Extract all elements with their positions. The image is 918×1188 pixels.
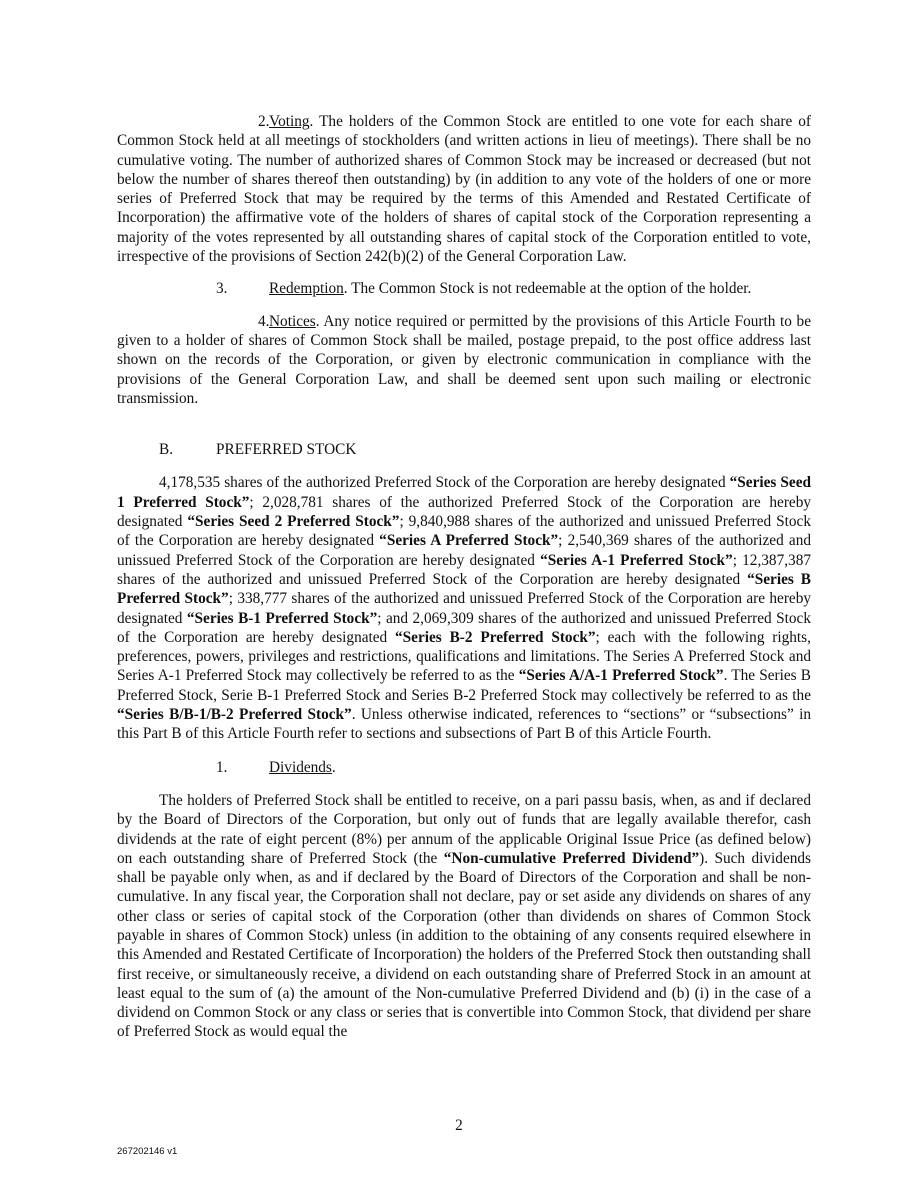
dividends-text-1: The holders of Preferred Stock shall be entitled to receive, on a pari passu basis, when, as and if declared by the Board of Directors of the Corporation, but only out of funds that are legally available therefor, cash dividends at the rate of eight percent (8%) per annum of the applicable Original Issue Price (as defined below) on each outstanding share of Preferred Stock (the	[117, 791, 811, 867]
page-number: 2	[455, 1117, 463, 1134]
dividends-title: Dividends	[269, 758, 332, 776]
series-b-2-term: “Series B-2 Preferred Stock”	[395, 628, 596, 646]
section-2-paragraph	[117, 112, 811, 266]
section-3-paragraph	[117, 279, 811, 298]
section-2-number: 2.	[258, 113, 270, 130]
designation-text-9: . The Series B Preferred Stock, Serie B-1 Preferred Stock and Series B-2 Preferred Stock may collectively be referred to as the	[117, 667, 811, 704]
document-page	[117, 112, 811, 1042]
document-id: 267202146 v1	[117, 1146, 178, 1157]
section-2-heading: Voting	[269, 113, 310, 130]
dividends-number: 1.	[216, 758, 228, 776]
designation-text-7: ; and 2,069,309 shares of the authorized and unissued Preferred Stock of the Corporation are hereby designated	[117, 609, 811, 646]
series-a-term: “Series A Preferred Stock”	[379, 532, 559, 550]
section-2-text: . The holders of the Common Stock are entitled to one vote for each share of Common Stock held at all meetings of stockholders (and written actions in lieu of meetings). There shall be no cumulative voting. The number of authorized shares of Common Stock may be increased or decreased (but not below the number of shares thereof then outstanding) by (in addition to any vote of the holders of one or more series of Preferred Stock that may be required by the terms of this Amended and Restated Certificate of Incorporation) the affirmative vote of the holders of shares of capital stock of the Corporation representing a majority of the votes represented by all outstanding shares of capital stock of the Corporation entitled to vote, irrespective of the provisions of Section 242(b)(2) of the General Corporation Law.	[117, 113, 811, 266]
designation-text-10: . Unless otherwise indicated, references to “sections” or “subsections” in this Part B of this Article Fourth refer to sections and subsections of Part B of this Article Fourth.	[117, 706, 811, 743]
dividends-text-2: ). Such dividends shall be payable only when, as and if declared by the Board of Directors of the Corporation and shall be non-cumulative. In any fiscal year, the Corporation shall not declare, pay or set aside any dividends on shares of any other class or series of capital stock of the Corporation (other than dividends on shares of Common Stock payable in shares of Common Stock) unless (in addition to the obtaining of any consents required elsewhere in this Amended and Restated Certificate of Incorporation) the holders of the Preferred Stock then outstanding shall first receive, or simultaneously receive, a dividend on each outstanding share of Preferred Stock in an amount at least equal to the sum of (a) the amount of the Non-cumulative Preferred Dividend and (b) (i) in the case of a dividend on Common Stock or any class or series that is convertible into Common Stock, that dividend per share of Preferred Stock as would equal the	[117, 849, 811, 1041]
section-3-heading: Redemption	[269, 280, 344, 298]
part-b-heading	[117, 440, 811, 459]
dividends-period: .	[331, 758, 336, 776]
designation-text-1: 4,178,535 shares of the authorized Preferred Stock of the Corporation are hereby designated	[159, 474, 730, 492]
series-b-1-term: “Series B-1 Preferred Stock”	[186, 609, 378, 627]
designation-text-4: ; 2,540,369 shares of the authorized and unissued Preferred Stock of the Corporation are hereby designated	[117, 532, 811, 569]
dividends-heading	[117, 758, 811, 777]
designation-paragraph	[117, 473, 811, 743]
series-a-1-term: “Series A-1 Preferred Stock”	[540, 551, 733, 569]
series-seed-1-term: “Series Seed 1 Preferred Stock”	[117, 474, 811, 511]
section-4-number: 4.	[258, 312, 270, 330]
section-4-text: . Any notice required or permitted by the provisions of this Article Fourth to be given to a holder of shares of Common Stock shall be mailed, postage prepaid, to the post office address last shown on the records of the Corporation, or given by electronic communication in compliance with the provisions of the General Corporation Law, and shall be deemed sent upon such mailing or electronic transmission.	[117, 312, 811, 407]
part-b-letter: B.	[159, 441, 174, 459]
dividends-paragraph	[117, 791, 811, 1042]
section-4-paragraph	[117, 312, 811, 408]
series-b-b-1-b-2-term: “Series B/B-1/B-2 Preferred Stock”	[117, 706, 352, 724]
designation-text-3: ; 9,840,988 shares of the authorized and unissued Preferred Stock of the Corporation are hereby designated	[117, 513, 811, 550]
section-4-heading: Notices	[269, 312, 316, 330]
section-3-text: . The Common Stock is not redeemable at the option of the holder.	[343, 280, 752, 298]
part-b-title: PREFERRED STOCK	[216, 441, 357, 459]
designation-text-2: ; 2,028,781 shares of the authorized Preferred Stock of the Corporation are hereby designated	[117, 493, 811, 531]
series-seed-2-term: “Series Seed 2 Preferred Stock”	[187, 513, 400, 531]
non-cumulative-dividend-term: “Non-cumulative Preferred Dividend”	[443, 849, 700, 867]
designation-text-6: ; 338,777 shares of the authorized and unissued Preferred Stock of the Corporation are hereby designated	[117, 590, 812, 627]
designation-text-5: ; 12,387,387 shares of the authorized and unissued Preferred Stock of the Corporation are hereby designated	[117, 551, 811, 588]
series-a-a-1-term: “Series A/A-1 Preferred Stock”	[518, 667, 724, 685]
section-3-number: 3.	[216, 280, 228, 298]
series-b-term: “Series B Preferred Stock”	[117, 570, 811, 608]
designation-text-8: ; each with the following rights, preferences, powers, privileges and restrictions, qualifications and limitations. The Series A Preferred Stock and Series A-1 Preferred Stock may collectively be referred to as the	[117, 628, 811, 685]
